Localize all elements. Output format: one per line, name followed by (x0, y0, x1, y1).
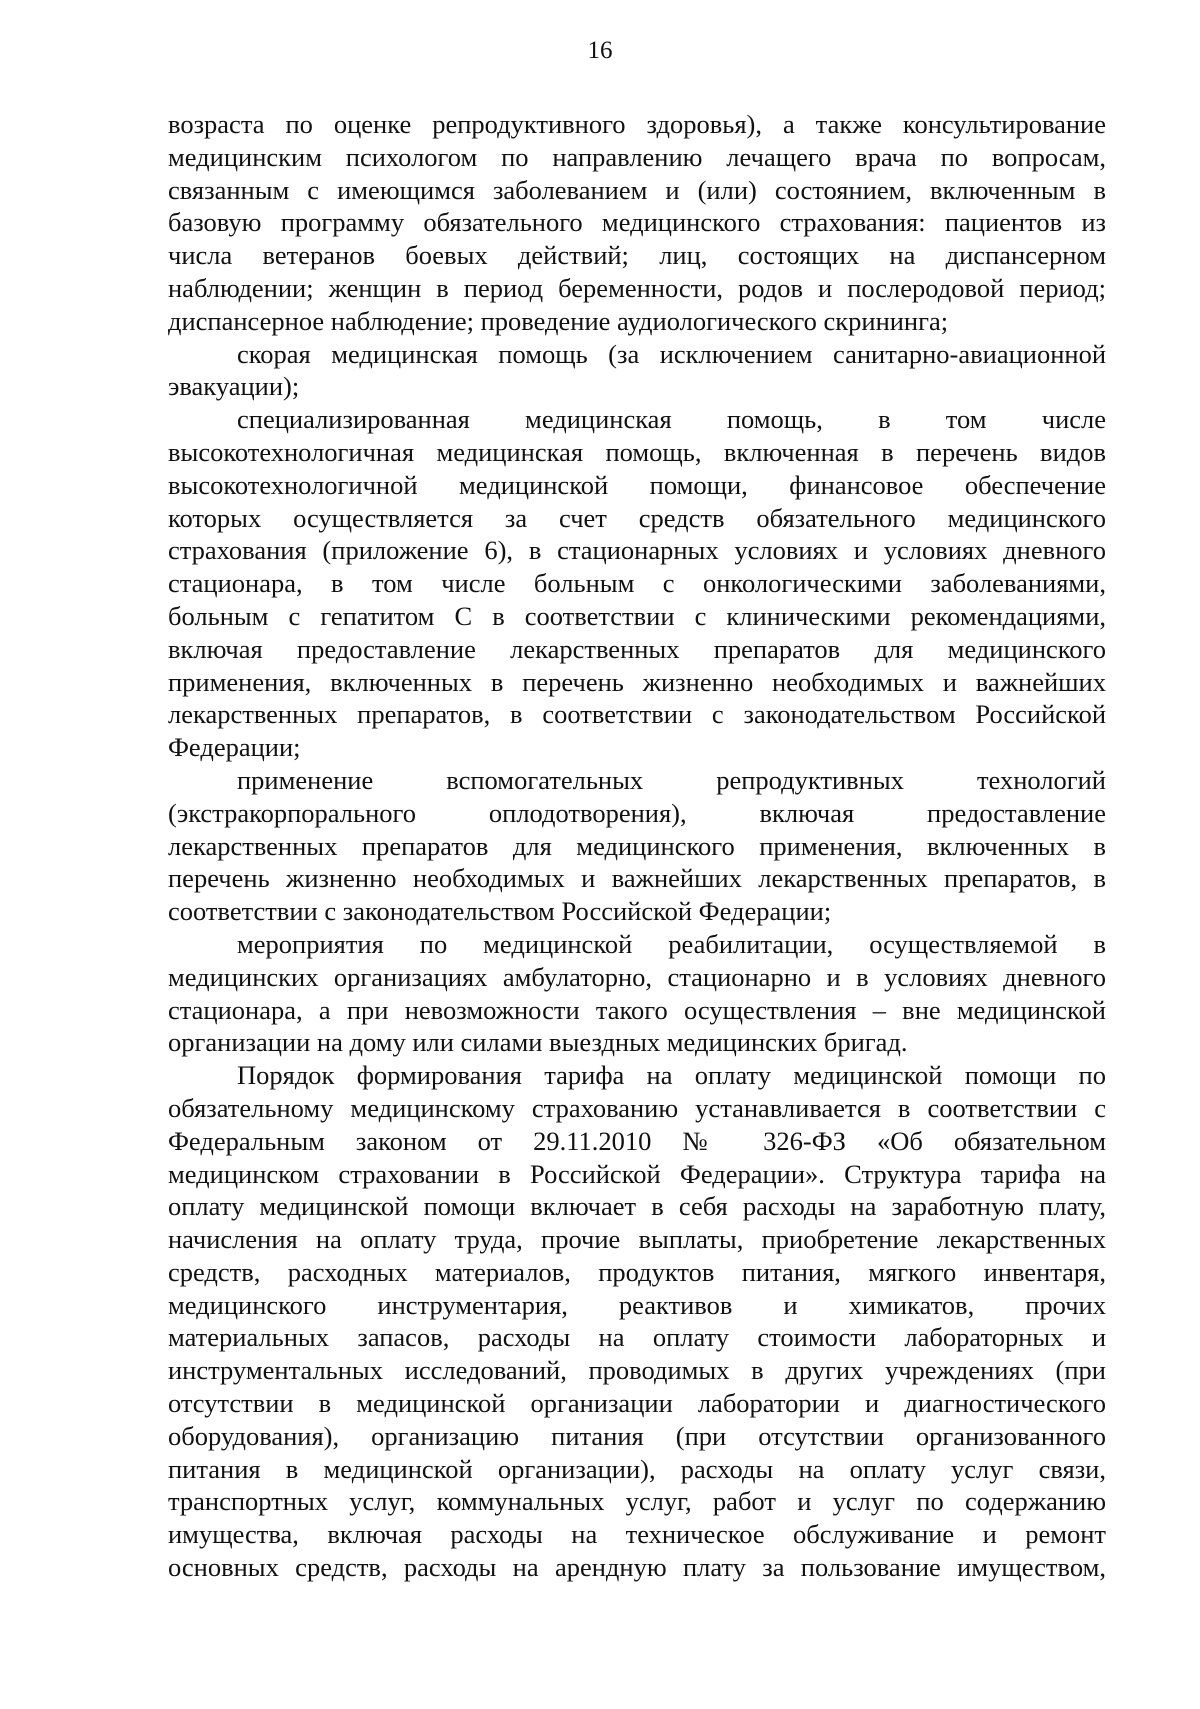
text-line: наблюдении; женщин в период беременности, родов и послеродовой период; (168, 272, 1106, 303)
text-line: начисления на оплату труда, прочие выплаты, приобретение лекарственных (168, 1224, 1106, 1255)
page-number: 16 (587, 37, 613, 64)
text-line: применение вспомогательных репродуктивных технологий (237, 764, 1106, 795)
text-line: эвакуации); (168, 371, 300, 402)
text-line: перечень жизненно необходимых и важнейших лекарственных препаратов, в (168, 863, 1106, 894)
paragraph (168, 108, 1106, 338)
text-line: питания в медицинской организации), расходы на оплату услуг связи, (168, 1453, 1106, 1484)
text-line: отсутствии в медицинской организации лаборатории и диагностического (168, 1388, 1106, 1419)
text-line: транспортных услуг, коммунальных услуг, работ и услуг по содержанию (168, 1486, 1106, 1517)
text-line: включая предоставление лекарственных препаратов для медицинского (168, 633, 1106, 664)
text-line: медицинских организациях амбулаторно, стационарно и в условиях дневного (168, 961, 1106, 992)
text-line: связанным с имеющимся заболеванием и (или) состоянием, включенным в (168, 174, 1106, 205)
text-line: Федерации; (168, 732, 301, 763)
text-line: скорая медицинская помощь (за исключением санитарно-авиационной (237, 338, 1106, 369)
text-line: основных средств, расходы на арендную плату за пользование имуществом, (168, 1552, 1106, 1583)
text-line: лекарственных препаратов, в соответствии с законодательством Российской (168, 699, 1106, 730)
paragraph (168, 764, 1106, 928)
text-line: мероприятия по медицинской реабилитации, осуществляемой в (237, 928, 1106, 959)
text-line: соответствии с законодательством Российской Федерации; (168, 896, 832, 927)
text-line: материальных запасов, расходы на оплату стоимости лабораторных и (168, 1322, 1106, 1353)
text-line: больным с гепатитом С в соответствии с клиническими рекомендациями, (168, 600, 1106, 631)
text-line: медицинского инструментария, реактивов и химикатов, прочих (168, 1289, 1106, 1320)
text-line: средств, расходных материалов, продуктов питания, мягкого инвентаря, (168, 1256, 1106, 1287)
paragraph (168, 928, 1106, 1059)
text-line: страхования (приложение 6), в стационарных условиях и условиях дневного (168, 535, 1106, 566)
text-line: Порядок формирования тарифа на оплату медицинской помощи по (237, 1060, 1106, 1091)
paragraph (168, 338, 1106, 404)
text-line: высокотехнологичная медицинская помощь, включенная в перечень видов (168, 436, 1106, 467)
text-line: оборудования), организацию питания (при отсутствии организованного (168, 1420, 1106, 1451)
text-line: обязательному медицинскому страхованию устанавливается в соответствии с (168, 1092, 1106, 1123)
paragraph (168, 1059, 1106, 1584)
paragraph (168, 403, 1106, 764)
text-line: стационара, а при невозможности такого осуществления – вне медицинской (168, 994, 1106, 1025)
text-line: числа ветеранов боевых действий; лиц, состоящих на диспансерном (168, 240, 1106, 271)
text-line: оплату медицинской помощи включает в себя расходы на заработную плату, (168, 1191, 1106, 1222)
text-line: возраста по оценке репродуктивного здоровья), а также консультирование (168, 109, 1106, 139)
text-line: инструментальных исследований, проводимых в других учреждениях (при (168, 1355, 1106, 1386)
text-line: медицинском страховании в Российской Федерации». Структура тарифа на (168, 1158, 1106, 1189)
text-line: высокотехнологичной медицинской помощи, финансовое обеспечение (168, 469, 1106, 500)
text-line: медицинским психологом по направлению лечащего врача по вопросам, (168, 141, 1106, 172)
text-line: стационара, в том числе больным с онкологическими заболеваниями, (168, 568, 1106, 599)
text-line: организации на дому или силами выездных медицинских бригад. (168, 1027, 908, 1058)
text-line: базовую программу обязательного медицинского страхования: пациентов из (168, 207, 1106, 238)
text-line: диспансерное наблюдение; проведение аудиологического скрининга; (168, 305, 949, 336)
text-line: лекарственных препаратов для медицинского применения, включенных в (168, 830, 1106, 861)
document-body (168, 108, 1106, 1584)
text-line: применения, включенных в перечень жизненно необходимых и важнейших (168, 666, 1106, 697)
text-line: имущества, включая расходы на техническое обслуживание и ремонт (168, 1519, 1106, 1550)
text-line: которых осуществляется за счет средств обязательного медицинского (168, 502, 1106, 533)
text-line: Федеральным законом от 29.11.2010 № 326-ФЗ «Об обязательном (168, 1125, 1106, 1156)
text-line: специализированная медицинская помощь, в том числе (237, 404, 1106, 435)
text-line: (экстракорпорального оплодотворения), включая предоставление (168, 797, 1106, 828)
